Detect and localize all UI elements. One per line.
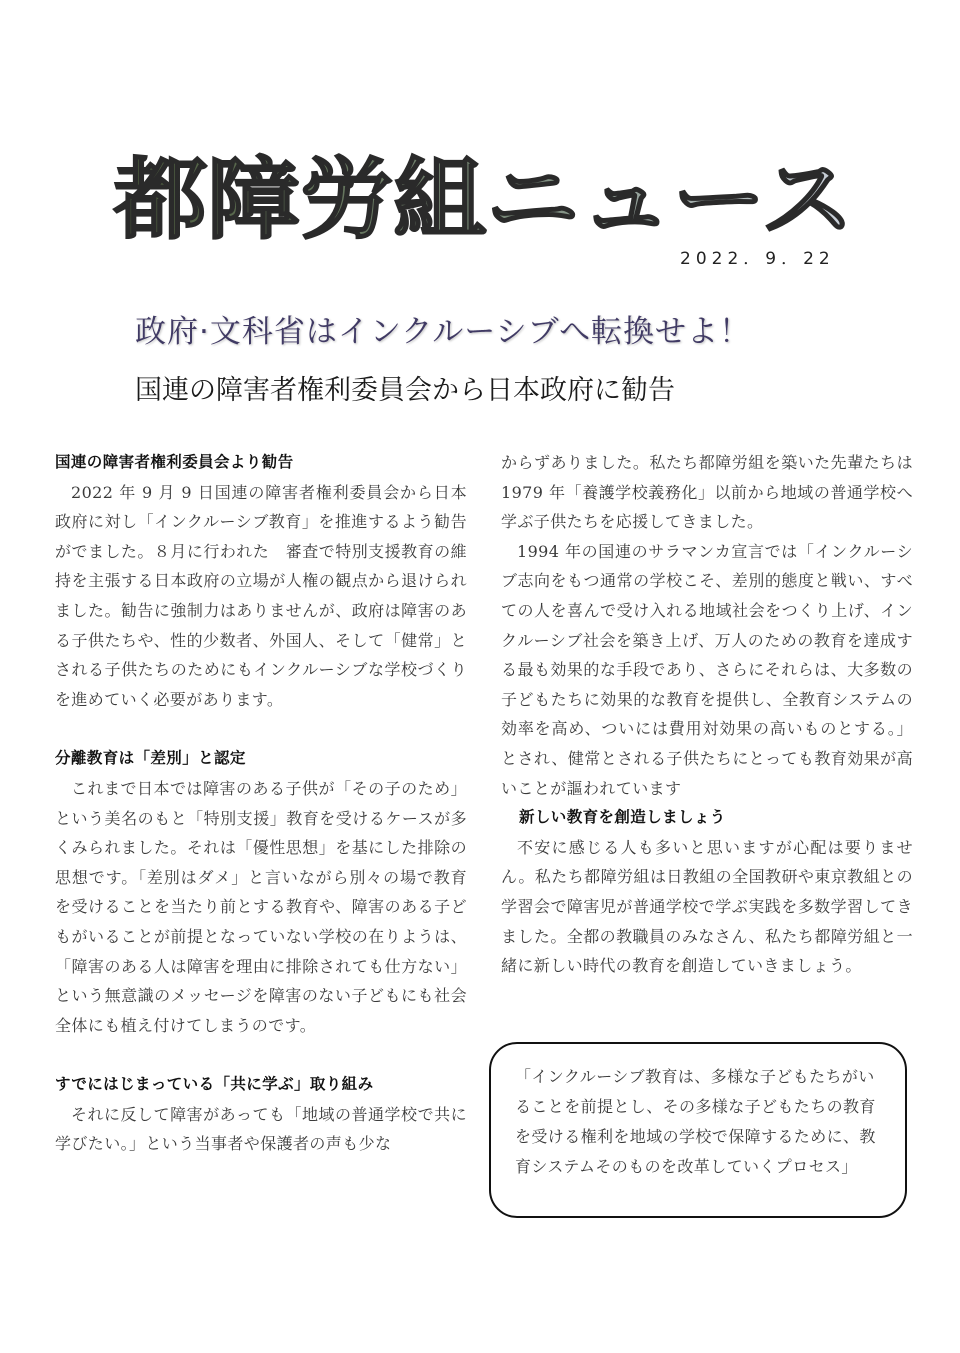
- section-heading-segregation: 分離教育は「差別」と認定: [55, 749, 246, 768]
- section-heading-learning-together: すでにはじまっている「共に学ぶ」取り組み: [55, 1075, 374, 1094]
- masthead-logo: [110, 138, 870, 248]
- headline: 政府·文科省はインクルーシブへ転換せよ！: [135, 314, 752, 350]
- left-column: [55, 448, 467, 1159]
- subheadline: 国連の障害者権利委員会から日本政府に勧告: [135, 375, 675, 406]
- section-body-new-education: 不安に感じる人も多いと思いますが心配は要りません。私たち都障労組は日教組の全国教研や東京教組との学習会で障害児が普通学校で学ぶ実践を多数学習してきました。全都の教職員のみなさん、私たち都障労組と一緒に新しい時代の教育を創造していきましょう。: [501, 837, 913, 976]
- section-body-segregation: これまで日本では障害のある子供が「その子のため」という美名のもと「特別支援」教育を受けるケースが多くみられました。それは「優性思想」を基にした排除の思想です。｢差別はダメ」と言いながら別々の場で教育を受けることを当たり前とする教育や、障害のある子どもがいることが前提となっていない学校の在りようは、「障害のある人は障害を理由に排除されても仕方ない」という無意識のメッセージを障害のない子どもにも社会全体にも植え付けてしまうのです。: [55, 778, 467, 1035]
- masthead-title: 都障労組ニュース: [112, 148, 854, 248]
- quote-text: 「インクルーシブ教育は、多様な子どもたちがいることを前提とし、その多様な子どもたちの教育を受ける権利を地域の学校で保障するために、教育システムそのものを改革していくプロセス」: [515, 1067, 876, 1176]
- issue-date: 2022．9．22: [680, 249, 835, 269]
- right-column: [501, 448, 913, 981]
- quote-box: [489, 1042, 907, 1218]
- section-heading-new-education: 新しい教育を創造しましょう: [519, 808, 726, 827]
- section-body-learning-together: それに反して障害があっても「地域の普通学校で共に学びたい。」という当事者や保護者の声も少な: [55, 1104, 467, 1154]
- section-body-recommendation: 2022 年 9 月 9 日国連の障害者権利委員会から日本政府に対し「インクルーシブ教育」を推進するよう勧告がでました。８月に行われた 審査で特別支援教育の維持を主張する日本政府の立場が人権の観点から退けられました。勧告に強制力はありませんが、政府は障害のある子供たちや、性的少数者、外国人、そして「健常」とされる子供たちのためにもインクルーシブな学校づくりを進めていく必要があります。: [55, 482, 467, 709]
- section-body-learning-together-cont: からずありました。私たち都障労組を築いた先輩たちは 1979 年「養護学校義務化」以前から地域の普通学校へ学ぶ子供たちを応援してきました。: [501, 453, 913, 532]
- section-body-salamanca: 1994 年の国連のサラマンカ宣言では「インクルーシブ志向をもつ通常の学校こそ、差別的態度と戦い、すべての人を喜んで受け入れる地域社会をつくり上げ、インクルーシブ社会を築き上げ、万人のための教育を達成する最も効果的な手段であり、さらにそれらは、大多数の子どもたちに効果的な教育を提供し、全教育システムの効率を高め、ついには費用対効果の高いものとする。」とされ、健常とされる子供たちにとっても教育効果が高いことが謳われています: [501, 541, 913, 798]
- section-heading-recommendation: 国連の障害者権利委員会より勧告: [55, 453, 294, 471]
